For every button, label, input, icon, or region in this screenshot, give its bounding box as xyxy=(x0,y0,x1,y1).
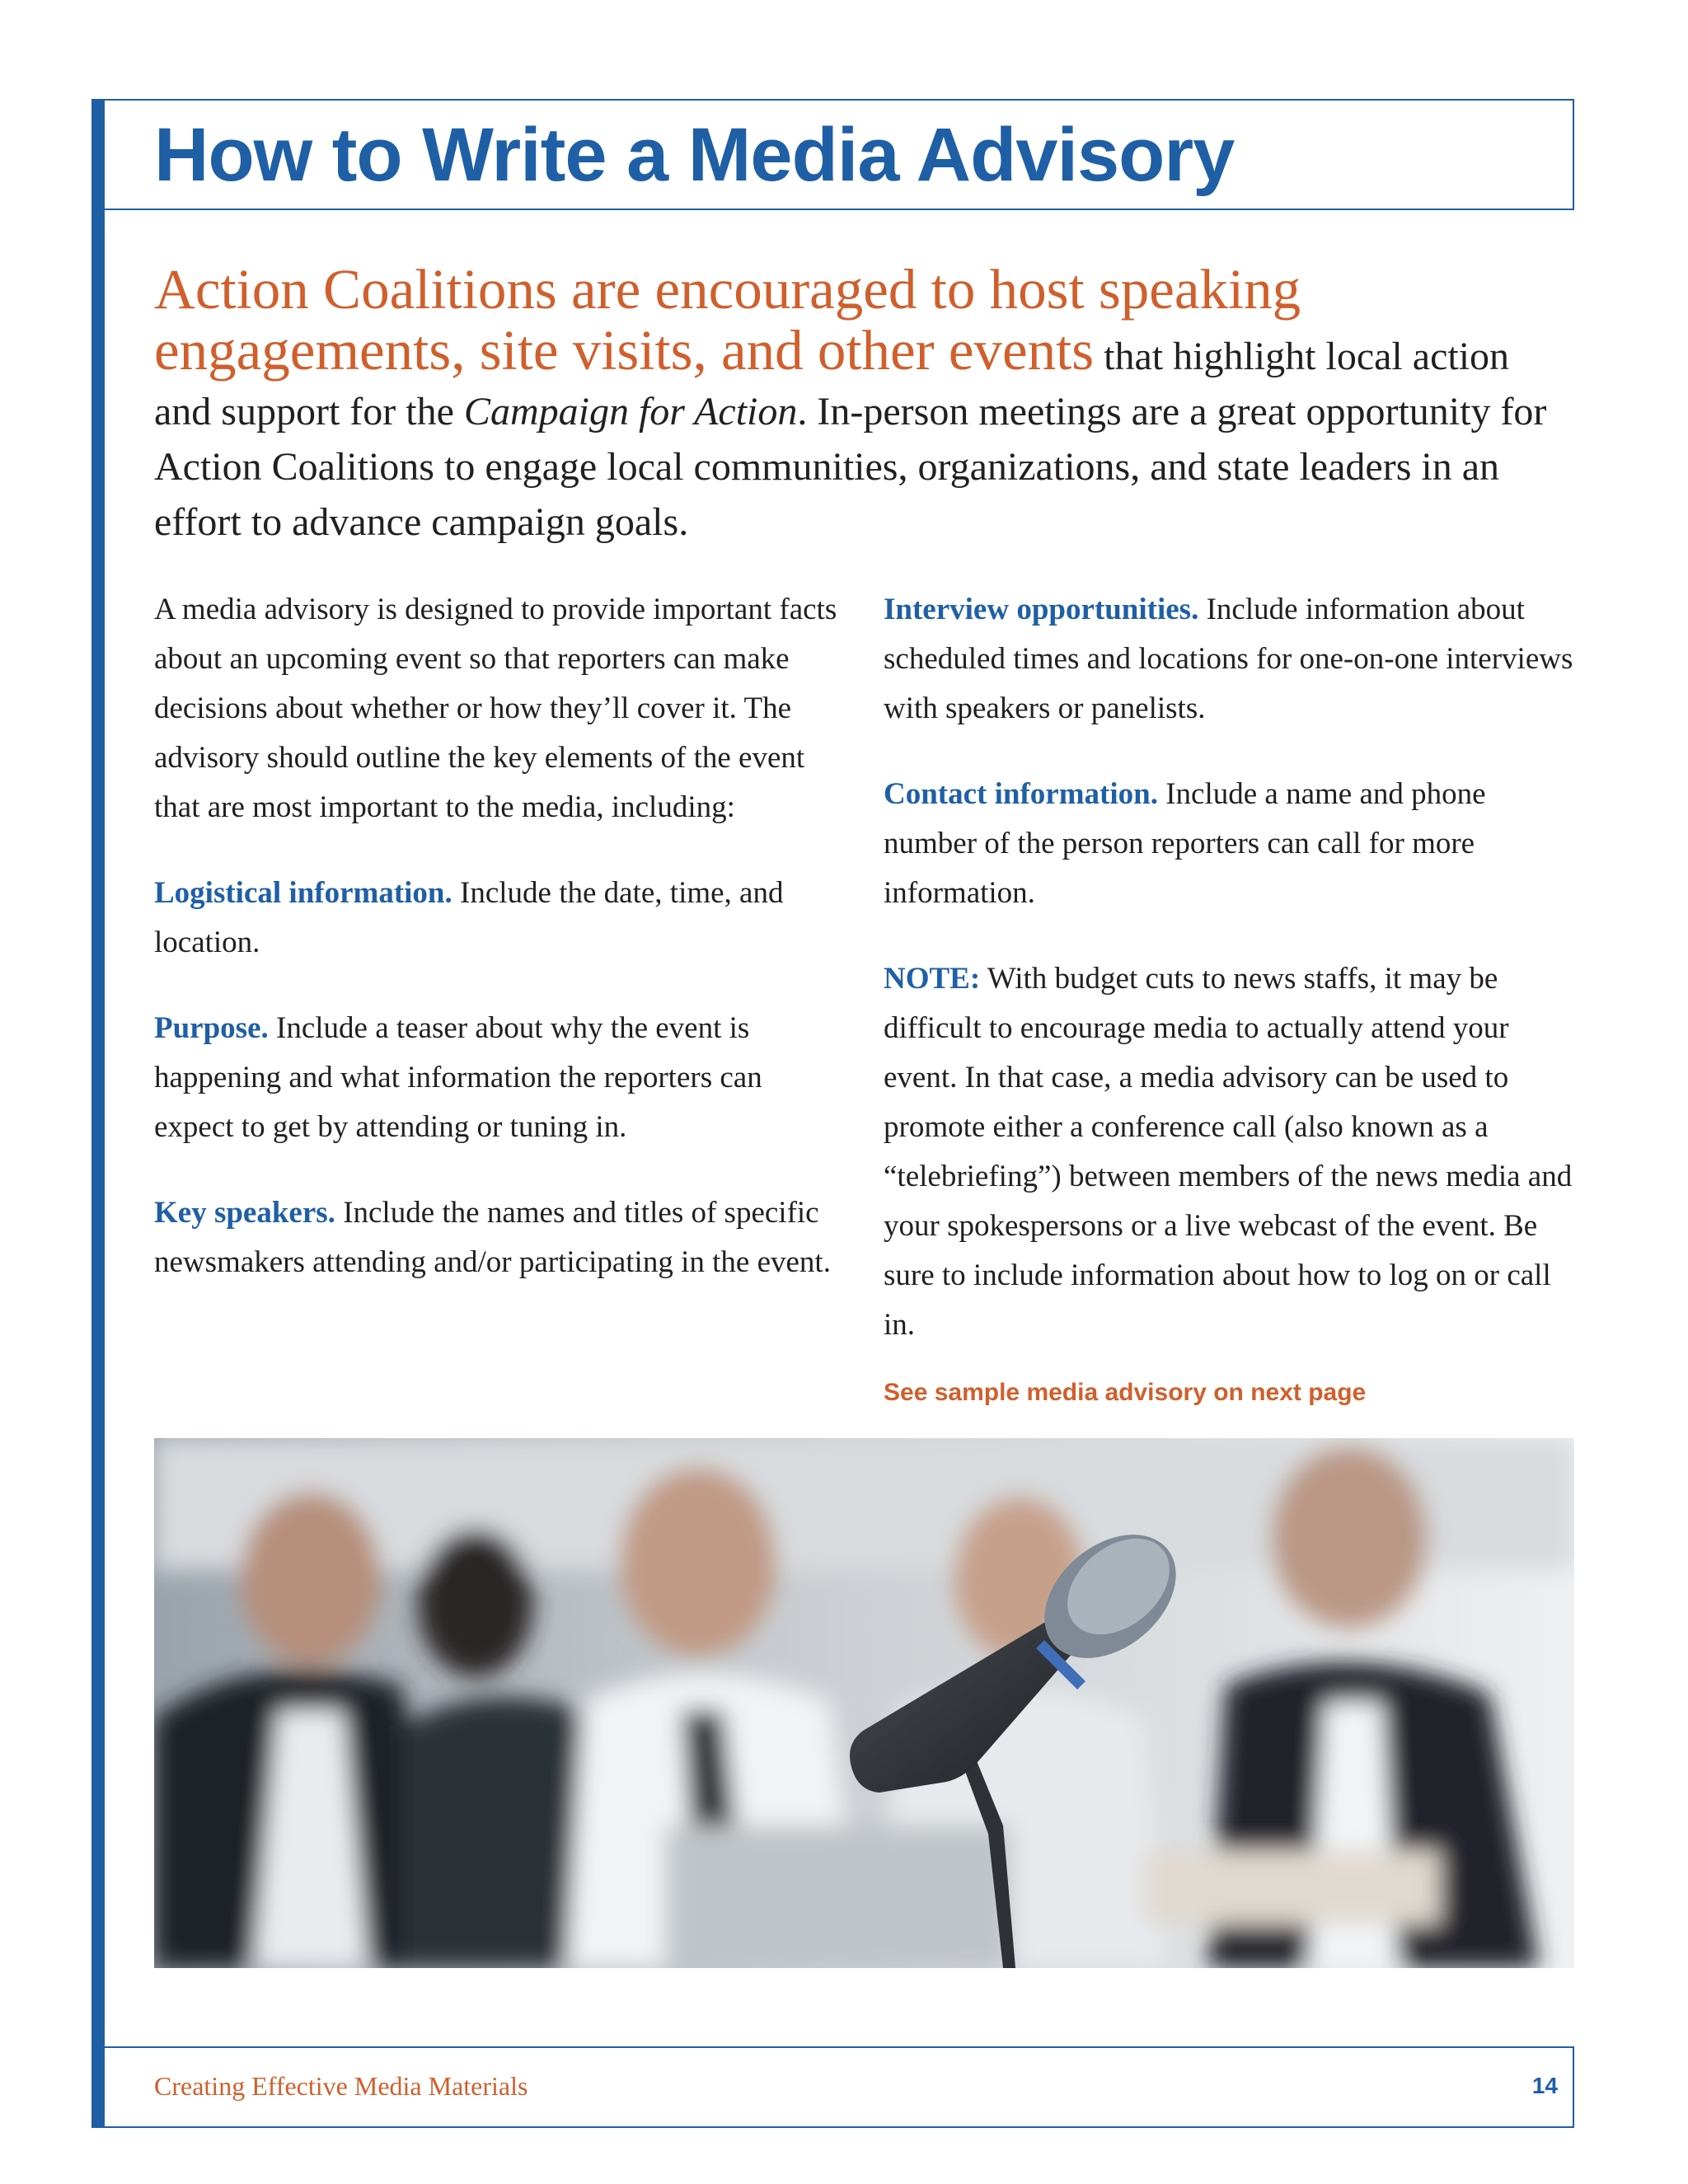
item-label: Key speakers. xyxy=(154,1196,335,1230)
intro-text-2: . In-person meetings are a great opportunity for Action Coalitions to engage local communities, organizations, and state leaders in an effort to advance campaign goals. xyxy=(154,390,1547,544)
advisory-description: A media advisory is designed to provide important facts about an upcoming event so that reporters can make decisions about whether or how they’ll cover it. The advisory should outline the key elements of the event that are most important to the media, including: xyxy=(154,593,837,824)
right-column xyxy=(884,585,1574,1446)
item-logistical-information xyxy=(154,869,846,968)
item-text: With budget cuts to news staffs, it may be difficult to encourage media to actually attend your event. In that case, a media advisory can be used to promote either a conference call (also known as a “telebriefing”) between members of the news media and your spokespersons or a live webcast of the event. Be sure to include information about how to log on or call in. xyxy=(884,962,1573,1342)
item-label: Purpose. xyxy=(154,1011,269,1045)
campaign-name: Campaign for Action xyxy=(463,390,798,434)
item-text: Include the date, time, and location. xyxy=(154,876,784,959)
conference-photo xyxy=(154,1438,1574,1968)
page-number: 14 xyxy=(1531,2073,1558,2098)
footer-title: Creating Effective Media Materials xyxy=(154,2071,528,2101)
item-note xyxy=(884,954,1574,1350)
item-label: Interview opportunities. xyxy=(884,593,1199,626)
item-contact-information xyxy=(884,770,1574,918)
item-label: NOTE: xyxy=(884,962,981,996)
see-sample-link[interactable]: See sample media advisory on next page xyxy=(884,1379,1367,1406)
item-text: Include a teaser about why the event is happening and what information the reporters can expect to get by attending or tuning in. xyxy=(154,1011,762,1144)
item-interview-opportunities xyxy=(884,585,1574,733)
item-label: Contact information. xyxy=(884,777,1158,811)
item-purpose xyxy=(154,1004,846,1152)
left-accent-bar xyxy=(91,99,105,2128)
left-column xyxy=(154,585,846,1324)
item-label: Logistical information. xyxy=(154,876,452,910)
item-text: Include information about scheduled times and locations for one-on-one interviews with speakers or panelists. xyxy=(884,593,1573,725)
item-text: Include the names and titles of specific newsmakers attending and/or participating in the event. xyxy=(154,1196,831,1279)
item-key-speakers xyxy=(154,1188,846,1287)
item-text: Include a name and phone number of the person reporters can call for more information. xyxy=(884,777,1486,910)
page-title: How to Write a Media Advisory xyxy=(154,113,1235,197)
intro-lead: Action Coalitions are encouraged to host speaking engagements, site visits, and other events xyxy=(154,258,1301,382)
intro-paragraph xyxy=(154,258,1555,550)
intro-text-1: that highlight local action and support for the xyxy=(154,335,1510,434)
